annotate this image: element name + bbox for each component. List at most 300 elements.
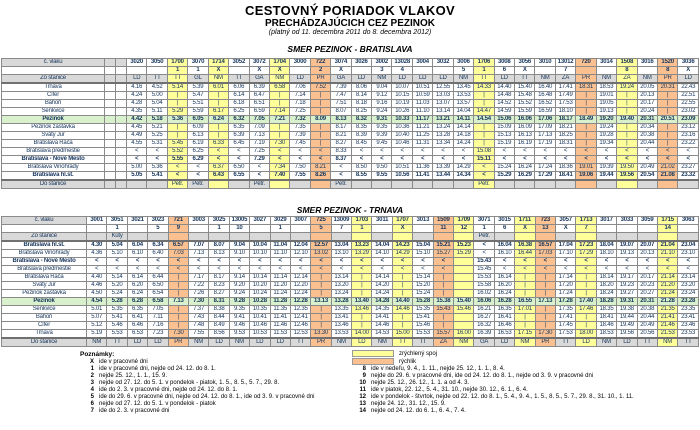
- note-item: [80, 366, 348, 373]
- time-cell: |: [433, 274, 453, 282]
- time-cell: 14.29: [392, 250, 412, 258]
- note-symbol: 13: [359, 401, 366, 408]
- time-cell: 12.28: [290, 298, 310, 306]
- origin-code: GL: [188, 75, 208, 84]
- time-cell: 13.29: [352, 250, 372, 258]
- time-cell: 6.09: [188, 124, 208, 132]
- destination-code: Petr.: [474, 180, 494, 189]
- time-cell: 9.20: [229, 282, 249, 290]
- time-cell: 12.41: [290, 314, 310, 322]
- time-cell: 21.46: [657, 322, 677, 330]
- time-cell: [454, 322, 474, 330]
- time-cell: 7.32: [290, 116, 310, 124]
- time-cell: 8.14: [351, 92, 371, 100]
- time-cell: 17.13: [535, 298, 555, 306]
- train-number: 3015: [494, 217, 514, 225]
- time-cell: 15.10: [413, 250, 433, 258]
- time-cell: |: [535, 322, 555, 330]
- time-cell: 7.06: [290, 83, 310, 92]
- time-cell: <: [535, 258, 555, 266]
- time-cell: |: [208, 100, 228, 108]
- time-cell: 7.17: [188, 274, 208, 282]
- time-cell: 16.09: [515, 124, 535, 132]
- time-cell: 17.29: [535, 172, 555, 181]
- destination-code: [310, 180, 330, 189]
- time-cell: |: [352, 274, 372, 282]
- time-cell: 16.29: [515, 172, 535, 181]
- time-cell: |: [535, 274, 555, 282]
- time-cell: |: [392, 290, 412, 298]
- time-cell: [454, 274, 474, 282]
- time-cell: 11.36: [412, 164, 432, 172]
- time-cell: 10.26: [392, 108, 412, 116]
- destination-code: Petr.: [188, 180, 208, 189]
- time-cell: 23.35: [678, 306, 699, 314]
- note-symbol: 10: [359, 380, 366, 387]
- time-cell: 19.56: [617, 330, 637, 339]
- time-cell: 16.19: [515, 140, 535, 148]
- time-cell: 5.55: [167, 156, 187, 164]
- time-cell: 8.44: [209, 314, 229, 322]
- time-cell: 4.52: [147, 83, 167, 92]
- time-cell: 6.44: [148, 274, 168, 282]
- time-cell: 9.46: [229, 322, 249, 330]
- time-cell: <: [412, 156, 432, 164]
- note-symbol-label: [2, 225, 87, 233]
- time-cell: <: [392, 266, 412, 274]
- destination-code: [412, 180, 432, 189]
- time-cell: <: [310, 148, 330, 156]
- legend: [352, 350, 698, 366]
- notes-left-column: [80, 351, 348, 415]
- spacer-cell: [116, 92, 127, 100]
- time-cell: 14.18: [453, 132, 473, 140]
- time-cell: 8.56: [209, 330, 229, 339]
- time-cell: 19.13: [617, 250, 637, 258]
- time-cell: <: [535, 156, 555, 164]
- time-cell: |: [208, 132, 228, 140]
- time-cell: 4.28: [127, 100, 147, 108]
- time-cell: 17.40: [576, 298, 596, 306]
- note-symbol: X: [515, 67, 535, 75]
- station-row: [2, 140, 699, 148]
- time-cell: 7.23: [148, 330, 168, 339]
- time-cell: 7.19: [249, 140, 269, 148]
- time-cell: |: [515, 314, 535, 322]
- time-cell: 13.24: [331, 290, 351, 298]
- time-cell: 14.52: [494, 100, 514, 108]
- time-cell: <: [167, 172, 187, 181]
- note-symbol: 9: [168, 225, 188, 233]
- train-number: 725: [311, 217, 331, 225]
- time-cell: <: [515, 258, 535, 266]
- destination-code: [351, 180, 371, 189]
- time-cell: <: [657, 266, 677, 274]
- time-cell: 5.39: [188, 83, 208, 92]
- time-cell: 4.55: [127, 140, 147, 148]
- note-symbol: 1: [474, 225, 494, 233]
- time-cell: 17.01: [515, 306, 535, 314]
- note-symbol: 12: [454, 225, 474, 233]
- time-cell: 21.24: [657, 290, 677, 298]
- time-cell: 17.19: [535, 140, 555, 148]
- destination-code: [372, 180, 392, 189]
- station-row: [2, 116, 699, 124]
- time-cell: 6.46: [127, 322, 147, 330]
- time-cell: 17.28: [555, 298, 575, 306]
- note-symbol: [127, 67, 147, 75]
- time-cell: 7.13: [168, 298, 188, 306]
- note-symbol: [678, 225, 699, 233]
- station-row: [2, 164, 699, 172]
- time-cell: 14.28: [372, 298, 392, 306]
- time-cell: <: [678, 266, 699, 274]
- time-cell: <: [413, 258, 433, 266]
- note-text: ide do 2. 3. v pracovné dni, nejde od 24. 12. do 8. 1.: [99, 387, 238, 393]
- origin-code: TT: [229, 75, 249, 84]
- spacer-cell: [116, 140, 127, 148]
- time-cell: |: [576, 92, 596, 100]
- note-symbol: X: [515, 225, 535, 233]
- time-cell: 20.13: [637, 92, 657, 100]
- note-symbol: 13: [535, 225, 555, 233]
- time-cell: 17.24: [555, 290, 575, 298]
- time-cell: 14.59: [494, 108, 514, 116]
- time-cell: <: [657, 156, 677, 164]
- time-cell: 6.20: [127, 282, 147, 290]
- station-row: [2, 250, 699, 258]
- time-cell: 21.10: [657, 250, 677, 258]
- notes-heading: Poznámky:: [80, 351, 115, 358]
- train-number: 3008: [494, 59, 514, 67]
- time-cell: <: [372, 156, 392, 164]
- time-cell: 19.24: [617, 83, 637, 92]
- time-cell: 6.55: [229, 172, 249, 181]
- time-cell: 9.45: [372, 140, 392, 148]
- train-number: 3010: [535, 59, 555, 67]
- time-cell: |: [310, 100, 330, 108]
- time-cell: 18.10: [596, 250, 616, 258]
- time-cell: |: [617, 92, 637, 100]
- time-cell: |: [657, 108, 677, 116]
- time-cell: 5.29: [167, 108, 187, 116]
- time-cell: 6.35: [229, 124, 249, 132]
- time-cell: 19.44: [596, 172, 616, 181]
- time-cell: 17.41: [555, 83, 575, 92]
- note-text: nejde od 24. 12. do 6. 1., 6. 4., 7. 4.: [371, 408, 466, 415]
- note-symbol: 6: [494, 225, 514, 233]
- station-name: Svätý Jur: [2, 282, 87, 290]
- time-cell: 19.40: [617, 116, 637, 124]
- notes-list-left: [80, 359, 348, 415]
- time-cell: <: [637, 148, 657, 156]
- time-cell: 10.10: [250, 250, 270, 258]
- time-cell: 14.48: [494, 92, 514, 100]
- destination-code: NM: [331, 338, 351, 347]
- time-cell: |: [576, 274, 596, 282]
- time-cell: <: [555, 258, 575, 266]
- spacer-cell: [105, 116, 116, 124]
- destination-code: NM: [596, 338, 616, 347]
- time-cell: 5.52: [167, 148, 187, 156]
- time-cell: 17.49: [555, 92, 575, 100]
- time-cell: 17.20: [555, 282, 575, 290]
- destination-code: [208, 180, 228, 189]
- time-cell: 7.47: [331, 92, 351, 100]
- time-cell: 6.24: [127, 290, 147, 298]
- time-cell: 5.05: [127, 172, 147, 181]
- time-cell: 11.28: [270, 298, 290, 306]
- time-cell: 6.41: [127, 314, 147, 322]
- station-row: [2, 314, 699, 322]
- time-cell: 10.28: [250, 298, 270, 306]
- time-cell: 23.46: [678, 322, 699, 330]
- time-cell: 14.46: [392, 306, 412, 314]
- time-cell: 6.25: [229, 108, 249, 116]
- time-cell: 15.24: [413, 290, 433, 298]
- time-cell: 8.13: [209, 250, 229, 258]
- spacer-cell: [105, 59, 116, 67]
- time-cell: 8.49: [209, 322, 229, 330]
- time-cell: 17.13: [535, 132, 555, 140]
- train-number: 3036: [678, 59, 699, 67]
- time-cell: 12.10: [290, 250, 310, 258]
- destination-code: LD: [270, 338, 290, 347]
- time-cell: 17.03: [535, 250, 555, 258]
- destination-code: [576, 180, 596, 189]
- train-number: 13005: [229, 217, 249, 225]
- time-cell: 11.31: [412, 140, 432, 148]
- time-cell: <: [576, 156, 596, 164]
- origin-row-label: Zo stanice: [2, 75, 105, 84]
- time-cell: 9.04: [372, 83, 392, 92]
- train-number: 3006: [453, 59, 473, 67]
- time-cell: |: [167, 124, 187, 132]
- time-cell: 7.45: [290, 140, 310, 148]
- time-cell: 4.35: [127, 108, 147, 116]
- time-cell: <: [270, 258, 290, 266]
- destination-code: Petr.: [331, 180, 351, 189]
- origin-code: PR: [576, 75, 596, 84]
- destination-code: LD: [352, 338, 372, 347]
- note-symbol: 8: [617, 67, 637, 75]
- destination-code: LD: [250, 338, 270, 347]
- note-symbol: 1: [107, 225, 127, 233]
- time-cell: 6.14: [229, 92, 249, 100]
- time-cell: |: [617, 100, 637, 108]
- time-cell: <: [453, 156, 473, 164]
- time-cell: 7.14: [269, 108, 289, 116]
- destination-code: LD: [617, 338, 637, 347]
- train-number: 1711: [515, 217, 535, 225]
- time-cell: |: [576, 322, 596, 330]
- time-cell: |: [352, 322, 372, 330]
- time-cell: 15.46: [454, 306, 474, 314]
- station-name: Bratislava Rača: [2, 140, 105, 148]
- time-cell: 15.09: [494, 124, 514, 132]
- station-row: [2, 92, 699, 100]
- time-cell: 10.41: [250, 314, 270, 322]
- time-cell: <: [311, 266, 331, 274]
- train-number: 3056: [515, 59, 535, 67]
- time-cell: |: [392, 274, 412, 282]
- note-symbol: X: [89, 359, 94, 365]
- time-cell: <: [250, 258, 270, 266]
- time-cell: 7.39: [290, 132, 310, 140]
- time-cell: 6.33: [208, 140, 228, 148]
- time-cell: [454, 290, 474, 298]
- destination-code: [392, 180, 412, 189]
- note-symbol: 3: [90, 380, 94, 386]
- time-cell: 15.13: [494, 132, 514, 140]
- time-cell: 14.04: [453, 108, 473, 116]
- table-title-to-bratislava: SMER PEZINOK - BRATISLAVA: [287, 44, 413, 54]
- time-cell: 12.20: [290, 282, 310, 290]
- spacer-cell: [116, 116, 127, 124]
- time-cell: 8.39: [351, 132, 371, 140]
- train-number: 3003: [188, 217, 208, 225]
- time-cell: |: [208, 124, 228, 132]
- origin-row-label: Zo stanice: [2, 233, 87, 242]
- time-cell: 20.38: [637, 306, 657, 314]
- destination-code: PR: [535, 338, 555, 347]
- timetable-to-trnava: [1, 216, 699, 347]
- note-text: nejde od 27. 12. do 5. 1. v pondelok - piatok, 1. 5., 8. 5., 5. 7., 29. 8.: [99, 380, 280, 386]
- time-cell: 13.23: [352, 241, 372, 250]
- origin-code: [209, 233, 229, 242]
- time-cell: |: [617, 140, 637, 148]
- station-name: Cífer: [2, 322, 87, 330]
- time-cell: |: [269, 132, 289, 140]
- time-cell: 6.59: [249, 108, 269, 116]
- time-cell: <: [637, 266, 657, 274]
- time-cell: 7.35: [290, 124, 310, 132]
- time-cell: 9.41: [229, 314, 249, 322]
- time-cell: 16.10: [494, 250, 514, 258]
- time-cell: 17.53: [555, 330, 575, 339]
- time-cell: 7.52: [310, 83, 330, 92]
- train-number: 3070: [188, 59, 208, 67]
- time-cell: 22.51: [678, 92, 699, 100]
- time-cell: |: [352, 314, 372, 322]
- origin-code: PR: [310, 75, 330, 84]
- time-cell: 7.11: [148, 314, 168, 322]
- note-symbol: [127, 225, 147, 233]
- time-cell: |: [310, 132, 330, 140]
- time-cell: <: [208, 156, 228, 164]
- time-cell: <: [352, 258, 372, 266]
- time-cell: 19.56: [617, 172, 637, 181]
- time-cell: <: [657, 258, 677, 266]
- train-number: 3013: [413, 217, 433, 225]
- time-cell: 11.04: [270, 241, 290, 250]
- time-cell: 4.40: [87, 274, 107, 282]
- time-cell: 5.00: [127, 164, 147, 172]
- time-cell: <: [494, 266, 514, 274]
- time-cell: 12.46: [290, 322, 310, 330]
- time-cell: 10.56: [392, 172, 412, 181]
- time-cell: 7.55: [290, 172, 310, 181]
- time-cell: 5.01: [87, 306, 107, 314]
- time-cell: <: [392, 258, 412, 266]
- time-cell: <: [555, 266, 575, 274]
- time-cell: <: [209, 266, 229, 274]
- train-number: 1715: [657, 217, 677, 225]
- station-row: [2, 274, 699, 282]
- time-cell: 17.14: [555, 274, 575, 282]
- time-cell: <: [188, 172, 208, 181]
- time-cell: 7.30: [269, 140, 289, 148]
- time-cell: <: [188, 164, 208, 172]
- time-cell: <: [515, 156, 535, 164]
- time-cell: 9.04: [229, 241, 249, 250]
- station-name: Pezinok: [2, 298, 87, 306]
- time-cell: <: [290, 148, 310, 156]
- time-cell: |: [311, 274, 331, 282]
- time-cell: 21.20: [657, 282, 677, 290]
- time-cell: 23.20: [678, 282, 699, 290]
- time-cell: 23.41: [678, 314, 699, 322]
- time-cell: <: [351, 156, 371, 164]
- spacer-cell: [105, 75, 116, 84]
- time-cell: 16.57: [535, 241, 555, 250]
- time-cell: 4.16: [127, 83, 147, 92]
- time-cell: 7.40: [269, 172, 289, 181]
- time-cell: 6.37: [208, 164, 228, 172]
- time-cell: 18.41: [596, 314, 616, 322]
- time-cell: 15.28: [413, 298, 433, 306]
- time-cell: 8.06: [351, 83, 371, 92]
- note-symbol: 8: [362, 366, 366, 373]
- time-cell: 11.10: [270, 250, 290, 258]
- destination-code: [596, 180, 616, 189]
- time-cell: <: [433, 156, 453, 164]
- destination-code: [147, 180, 167, 189]
- time-cell: [454, 314, 474, 322]
- time-cell: 18.46: [596, 322, 616, 330]
- time-cell: 21.08: [657, 172, 677, 181]
- time-cell: 7.26: [188, 290, 208, 298]
- page-subtitle: PRECHÁDZAJÚCICH CEZ PEZINOK: [264, 18, 435, 29]
- time-cell: |: [352, 282, 372, 290]
- spacer-cell: [116, 180, 127, 189]
- time-cell: <: [270, 266, 290, 274]
- time-cell: <: [290, 156, 310, 164]
- station-name: Šenkvice: [2, 108, 105, 116]
- time-cell: |: [167, 100, 187, 108]
- spacer-cell: [116, 59, 127, 67]
- time-cell: 7.25: [249, 148, 269, 156]
- time-cell: 9.50: [372, 164, 392, 172]
- time-cell: 20.44: [637, 140, 657, 148]
- time-cell: 18.31: [576, 83, 596, 92]
- note-symbol: 2: [90, 373, 94, 379]
- spacer-cell: [105, 100, 116, 108]
- time-cell: 9.53: [229, 330, 249, 339]
- time-cell: <: [351, 148, 371, 156]
- note-symbol: 7: [331, 225, 351, 233]
- note-symbol: X: [678, 67, 699, 75]
- time-cell: 6.19: [188, 140, 208, 148]
- destination-code: TT: [637, 338, 657, 347]
- time-cell: 18.20: [596, 282, 616, 290]
- origin-code: [148, 233, 168, 242]
- origin-code: [250, 233, 270, 242]
- time-cell: |: [168, 314, 188, 322]
- time-cell: 8.09: [310, 116, 330, 124]
- time-cell: 13.03: [433, 92, 453, 100]
- time-cell: 10.46: [250, 322, 270, 330]
